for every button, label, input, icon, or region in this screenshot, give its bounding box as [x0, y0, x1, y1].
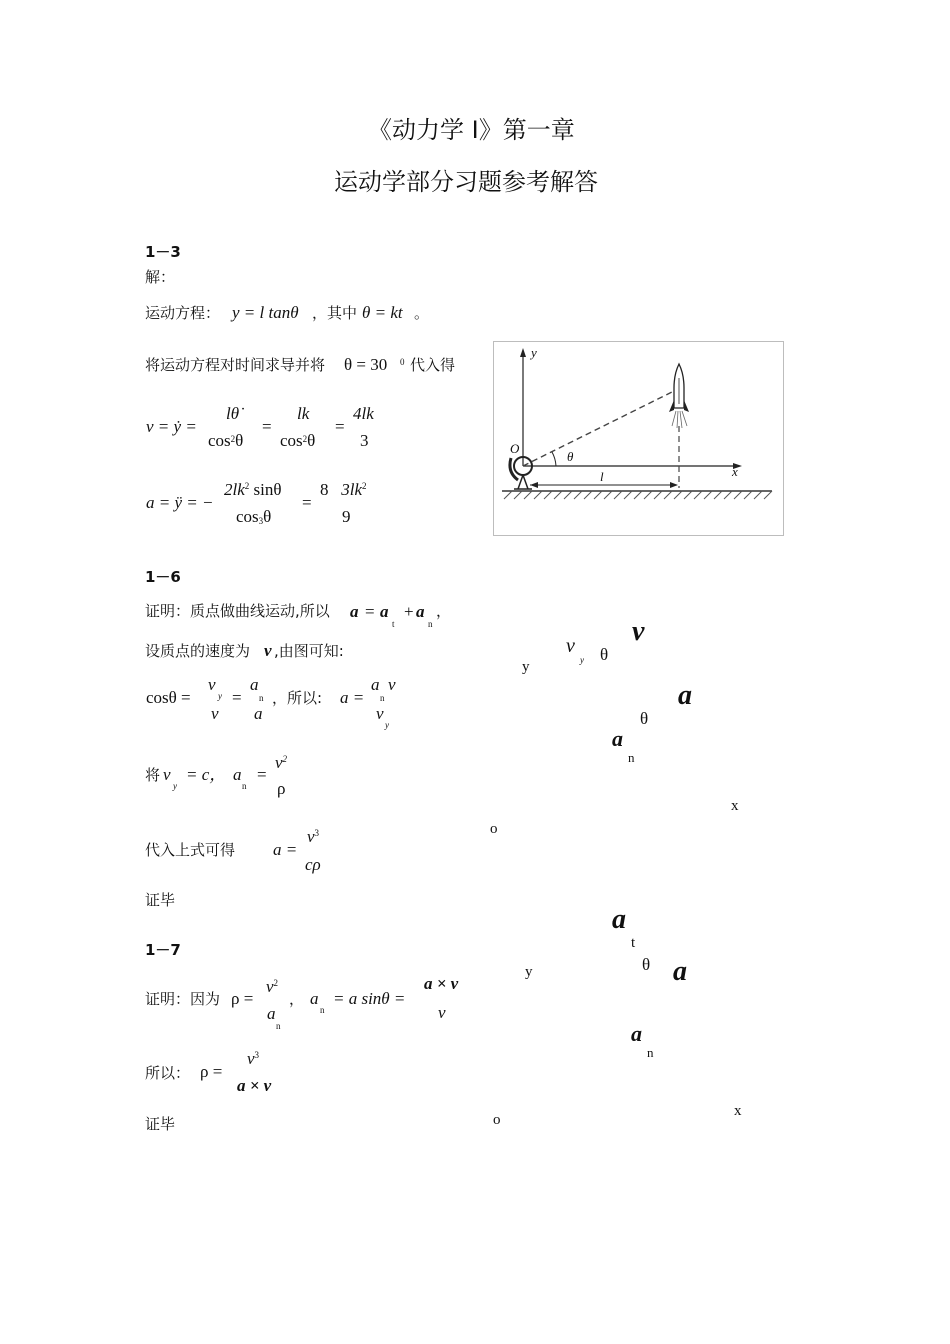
velocity-frac1-den: $\cos^2\theta$: [208, 431, 244, 450]
result-num-v: v: [388, 675, 396, 694]
velocity-frac3-num: 4lk: [353, 404, 374, 423]
fig3-theta: θ: [642, 955, 651, 974]
acceleration-frac2-num: 8 $3lk^2$: [320, 480, 367, 499]
substitute-an-eq: =: [257, 765, 267, 784]
figure1-length-label: l: [600, 469, 604, 484]
motion-equation-label: 运动方程：: [145, 304, 221, 322]
qed-1-7: 证毕: [145, 1115, 176, 1133]
velocity-frac1-num: lθ̇: [226, 404, 240, 423]
proof-1-6-line1: 证明：质点做曲线运动,所以: [145, 602, 330, 620]
final-text: 代入上式可得: [145, 841, 236, 859]
result-den-sub: y: [385, 720, 389, 730]
proof-1-6-line2: 设质点的速度为: [145, 642, 251, 660]
rho-lhs: ρ =: [231, 989, 254, 1008]
cos-frac1-num: v: [208, 675, 216, 694]
substitute-vy-sub: y: [173, 781, 177, 791]
fig2-theta2: θ: [640, 709, 649, 728]
accel-tangent: a: [380, 602, 389, 621]
substitute-an-sub: n: [242, 781, 247, 791]
fig2-theta1: θ: [600, 645, 609, 664]
proof-1-6-line2-tail: ,由图可知:: [274, 642, 344, 660]
rho-den: a: [267, 1004, 276, 1023]
degree-mark: 0: [400, 357, 405, 367]
page-title: 《动力学 I》第一章: [368, 116, 575, 144]
rocket-figure: [493, 341, 784, 536]
accel-eq: =: [365, 602, 375, 621]
acceleration-frac2-den: 9: [342, 507, 351, 526]
an-equation: = a sinθ =: [333, 989, 406, 1008]
theta-value: θ = 30: [344, 355, 388, 374]
fig2-an-label: a: [612, 726, 623, 751]
fig3-at-label: a: [612, 904, 626, 935]
acceleration-frac1-den: $\cos_3\theta$: [236, 507, 272, 526]
figure1-y-axis-label: y: [531, 345, 537, 360]
result-rho-num: $v^3$: [247, 1049, 260, 1068]
substitute-text: 将: [145, 766, 161, 784]
problem-1-6-heading: 1－6: [145, 568, 181, 586]
accel-normal-sub: n: [428, 619, 433, 629]
fig2-a-label: a: [678, 680, 692, 711]
fig3-a-label: a: [673, 956, 687, 987]
fig2-o-label: o: [490, 821, 498, 837]
fig3-t-sub: t: [631, 935, 636, 951]
velocity-eq2: =: [335, 417, 345, 436]
cos-tail: ，所以:: [272, 689, 323, 707]
velocity-eq1: =: [262, 417, 272, 436]
velocity-lhs: v = ẏ =: [146, 417, 197, 436]
fig2-n-sub: n: [628, 750, 635, 765]
where-text: ，其中: [312, 304, 358, 322]
accel-tangent-sub: t: [392, 619, 395, 629]
fig2-vy-label: v: [566, 635, 575, 657]
fig2-x-label: x: [731, 798, 739, 814]
problem-1-3-heading: 1－3: [145, 243, 181, 261]
substitute-vy-eq: = c，: [186, 765, 227, 784]
an-frac-num: a × v: [424, 974, 459, 993]
result-rho-lhs: ρ =: [200, 1062, 223, 1081]
velocity-vector: v: [264, 641, 272, 660]
cos-frac2-num: a: [250, 675, 259, 694]
cos-eq: =: [232, 688, 242, 707]
figure1-angle-label: θ: [567, 449, 574, 464]
solution-label: 解：: [145, 268, 176, 286]
substitute-an: a: [233, 765, 242, 784]
final-den: cρ: [305, 855, 321, 874]
fig2-y-label: y: [522, 659, 530, 675]
cos-frac2-num-sub: n: [259, 693, 264, 703]
an-symbol: a: [310, 989, 319, 1008]
rho-comma: ，: [289, 990, 305, 1008]
proof-1-7-line1: 证明：因为: [145, 990, 221, 1008]
accel-plus: +: [404, 602, 414, 621]
final-num: $v^3$: [307, 827, 320, 846]
accel-comma: ，: [436, 602, 452, 620]
page-subtitle: 运动学部分习题参考解答: [334, 168, 598, 196]
period: 。: [414, 304, 430, 322]
problem-1-7-heading: 1－7: [145, 941, 181, 959]
acceleration-eq1: =: [302, 493, 312, 512]
qed-1-6: 证毕: [145, 891, 176, 909]
fig3-n-sub: n: [647, 1045, 654, 1060]
fig2-vy-sub: y: [580, 655, 584, 665]
fig3-y-label: y: [525, 964, 533, 980]
substitute-vy: v: [163, 765, 171, 784]
derivative-tail: 代入得: [410, 356, 456, 374]
result-rho-den: a × v: [237, 1076, 272, 1095]
fig2-v-label: v: [632, 616, 645, 647]
an-symbol-sub: n: [320, 1005, 325, 1015]
rho-den-sub: n: [276, 1021, 281, 1031]
fig3-x-label: x: [734, 1103, 742, 1119]
rho-num: $v^2$: [266, 977, 279, 996]
result-den: v: [376, 704, 384, 723]
substitute-an-num: $v^2$: [275, 753, 288, 772]
theta-definition: θ = kt: [362, 303, 403, 322]
fig3-o-label: o: [493, 1112, 501, 1128]
figure1-origin-label: O: [510, 441, 520, 456]
cos-frac1-num-sub: y: [218, 691, 222, 701]
derivative-text: 将运动方程对时间求导并将: [145, 356, 326, 374]
result-num-a: a: [371, 675, 380, 694]
proof-1-7-line2: 所以：: [145, 1064, 191, 1082]
figure1-x-axis-label: x: [732, 464, 738, 479]
cos-frac2-den: a: [254, 704, 263, 723]
velocity-frac3-den: 3: [360, 431, 369, 450]
velocity-frac2-den: $\cos^2\theta$: [280, 431, 316, 450]
cos-lhs: cosθ =: [146, 688, 191, 707]
velocity-frac2-num: lk: [297, 404, 310, 423]
accel-normal: a: [416, 602, 425, 621]
an-frac-den: v: [438, 1003, 446, 1022]
motion-equation: y = l tanθ: [232, 303, 299, 322]
final-lhs: a =: [273, 840, 298, 859]
result-num-sub: n: [380, 693, 385, 703]
fig3-an-label: a: [631, 1021, 642, 1046]
acceleration-lhs: a = ÿ = −: [146, 493, 214, 512]
cos-frac1-den: v: [211, 704, 219, 723]
accel-vector: a: [350, 602, 359, 621]
substitute-an-den: ρ: [277, 779, 286, 798]
result-lhs: a =: [340, 688, 365, 707]
acceleration-frac1-num: $2lk^2$ sinθ: [224, 480, 282, 499]
